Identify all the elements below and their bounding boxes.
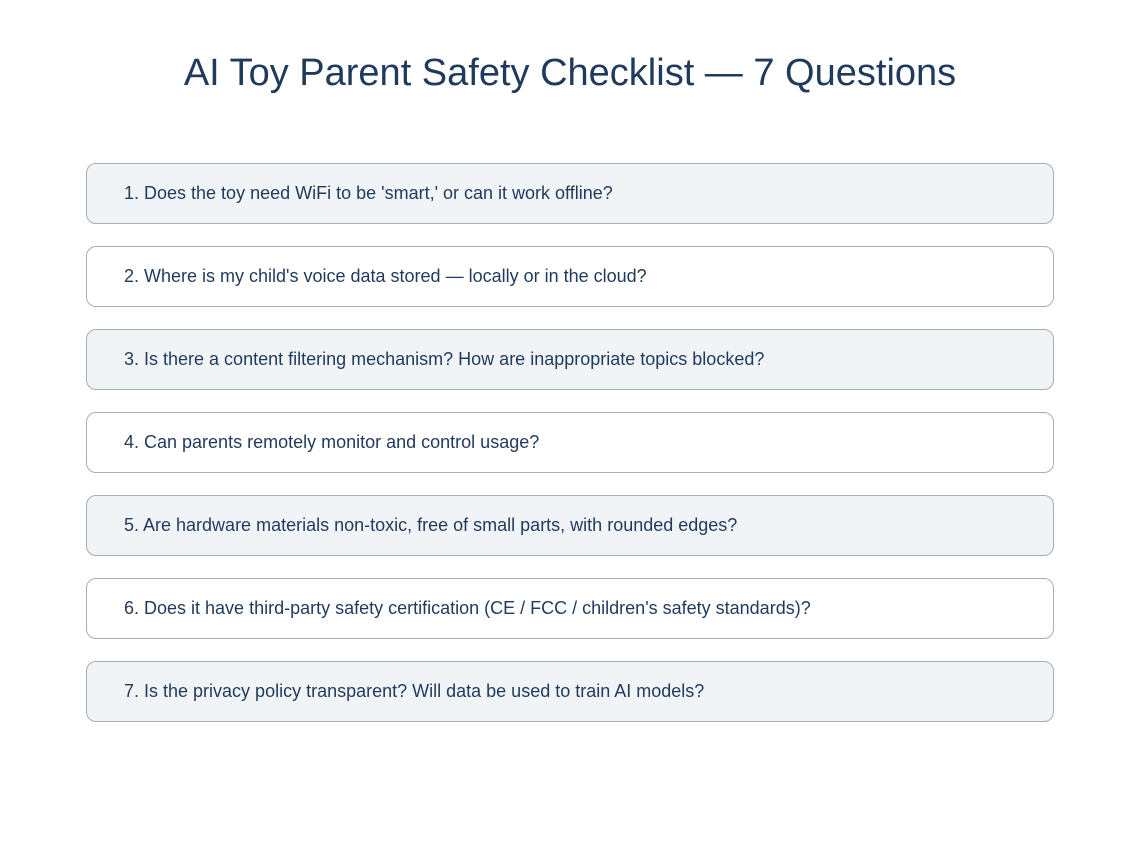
question-item-6 (86, 578, 1054, 639)
question-item-4 (86, 412, 1054, 473)
question-text: 4. Can parents remotely monitor and control usage? (124, 432, 540, 452)
question-text: 3. Is there a content filtering mechanism? How are inappropriate topics blocked? (124, 349, 765, 369)
question-text: 2. Where is my child's voice data stored — locally or in the cloud? (124, 266, 647, 286)
question-text: 5. Are hardware materials non-toxic, free of small parts, with rounded edges? (124, 515, 738, 535)
question-item-7 (86, 661, 1054, 722)
question-text: 1. Does the toy need WiFi to be 'smart,' or can it work offline? (124, 183, 613, 203)
question-item-5 (86, 495, 1054, 556)
page-title: AI Toy Parent Safety Checklist — 7 Questions (183, 52, 957, 94)
question-text: 6. Does it have third-party safety certification (CE / FCC / children's safety standards)? (124, 598, 811, 618)
question-text: 7. Is the privacy policy transparent? Will data be used to train AI models? (124, 681, 705, 701)
question-item-3 (86, 329, 1054, 390)
question-list (86, 163, 1054, 744)
question-item-1 (86, 163, 1054, 224)
question-item-2 (86, 246, 1054, 307)
